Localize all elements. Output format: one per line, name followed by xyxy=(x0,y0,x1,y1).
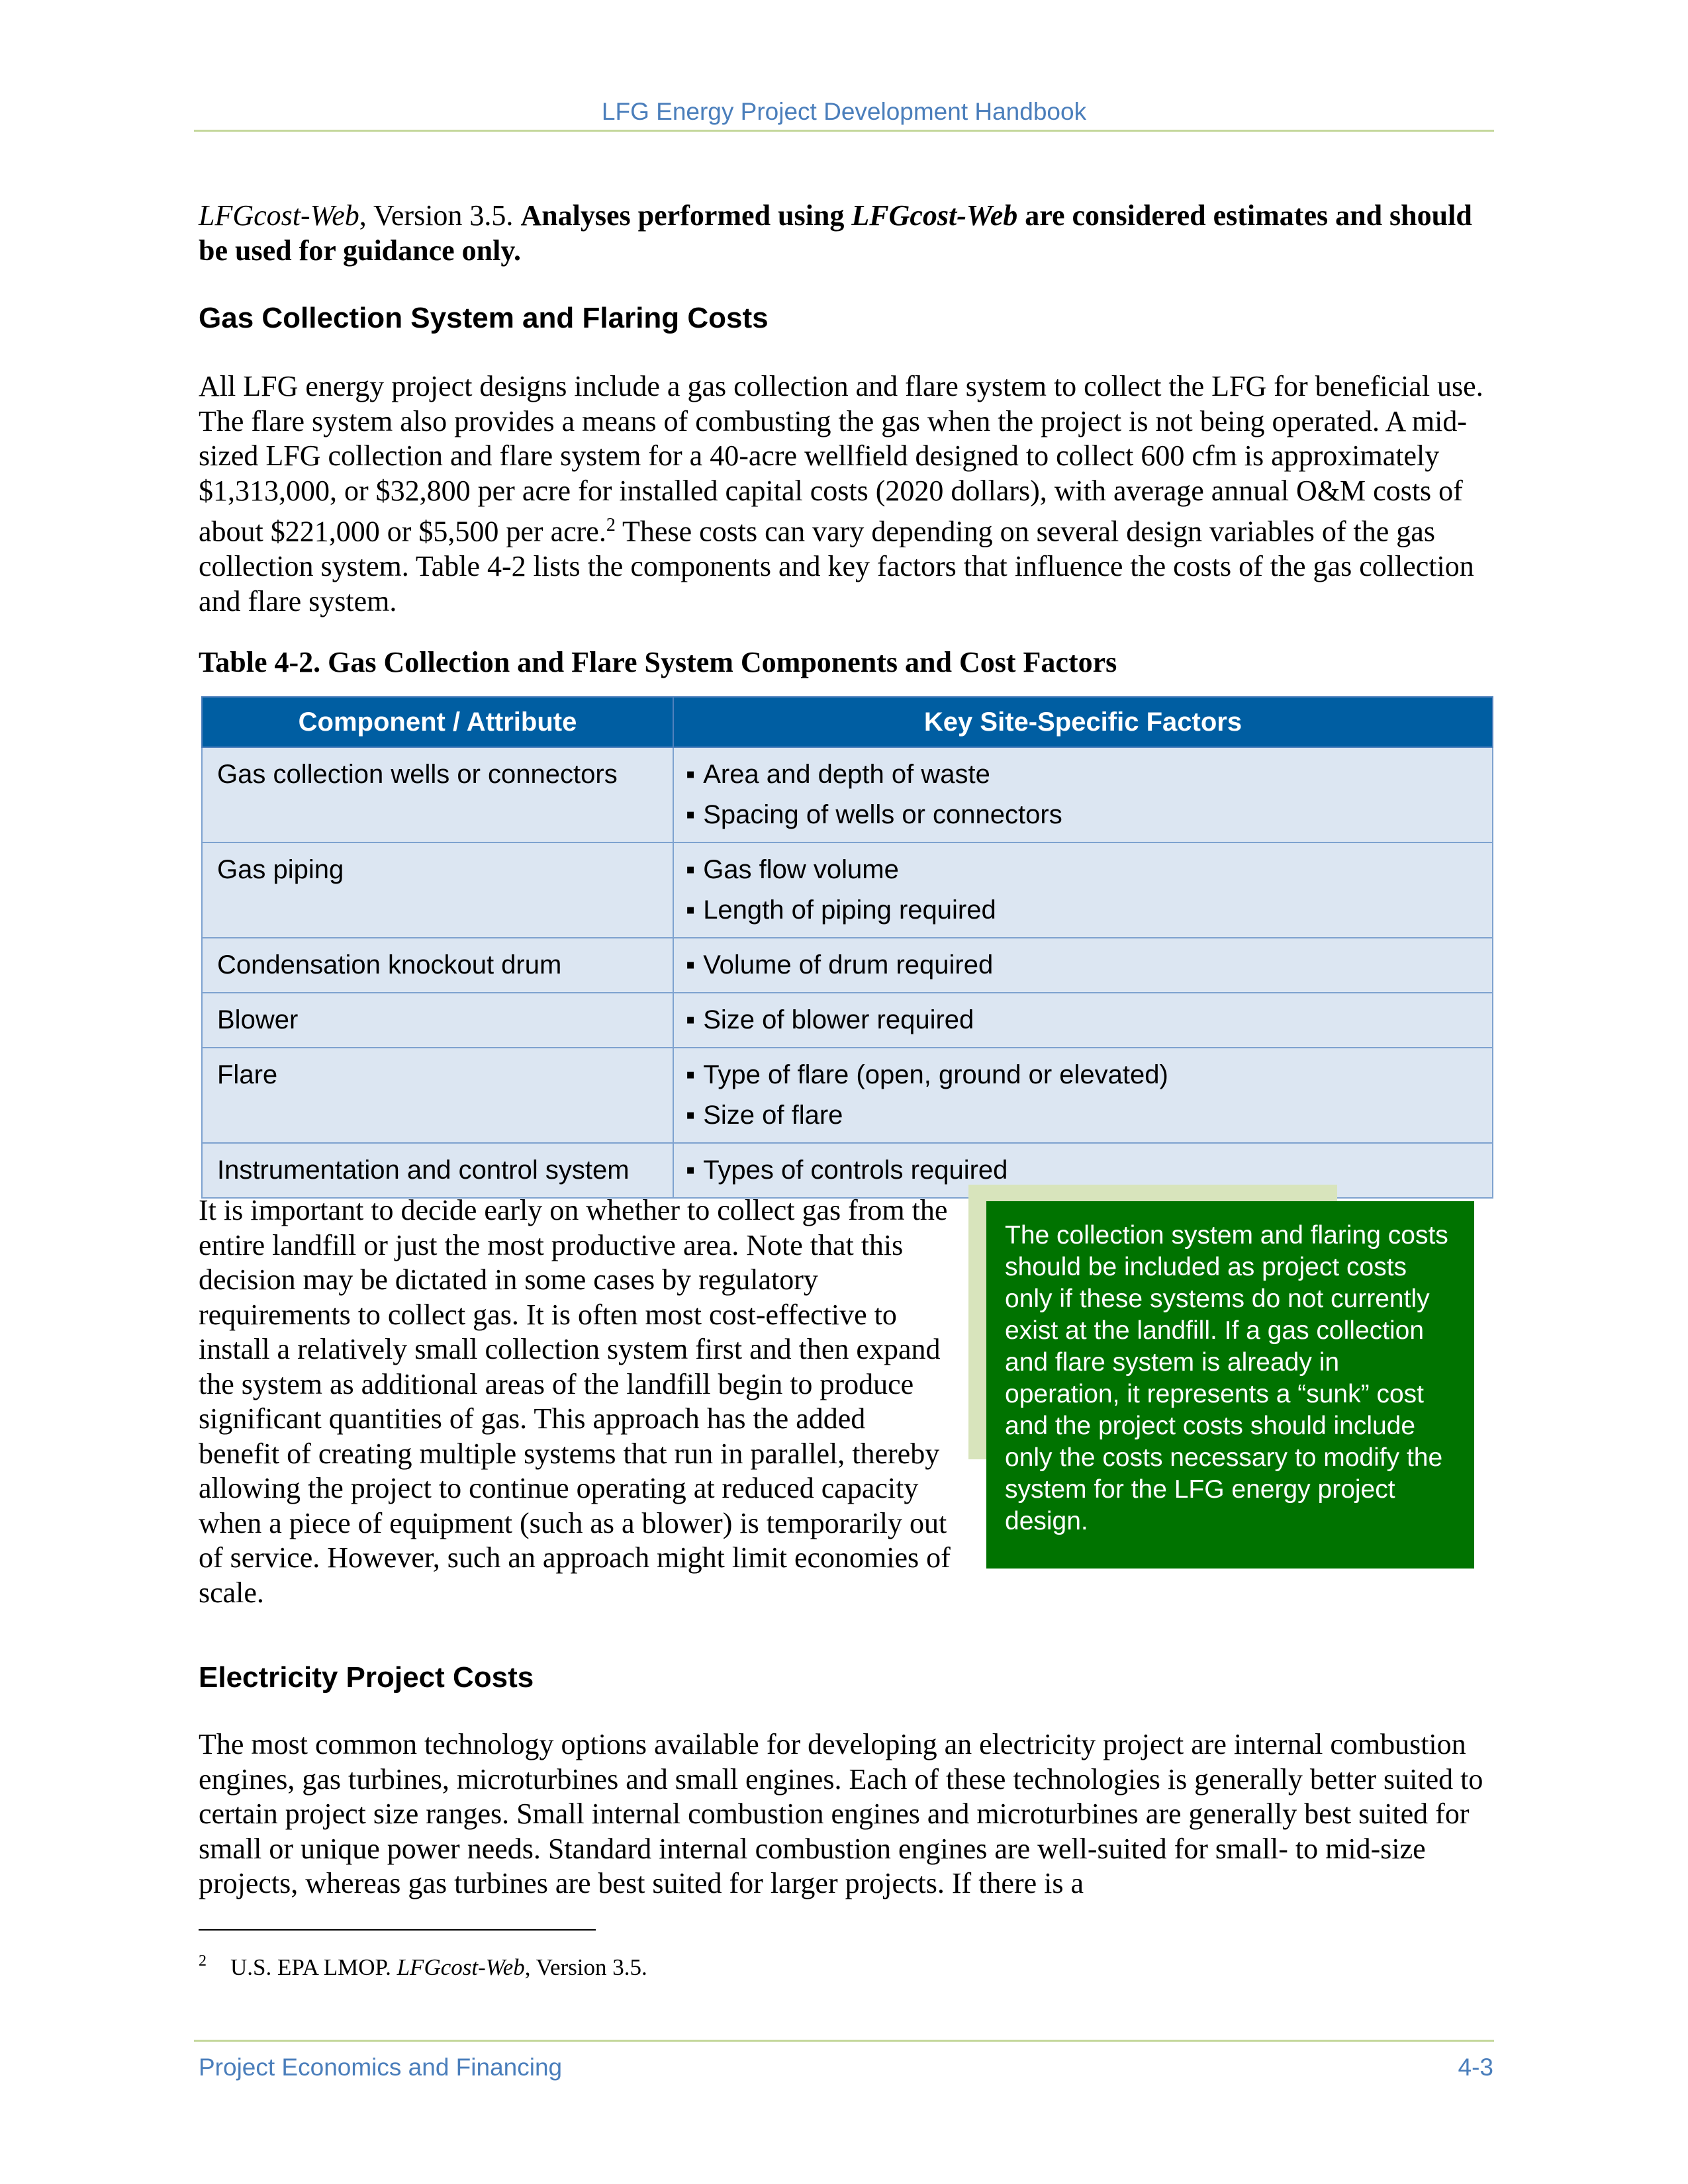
column-header-component: Component / Attribute xyxy=(202,697,673,747)
factors-cell xyxy=(673,938,1493,993)
header-rule xyxy=(194,130,1494,132)
footnote-separator xyxy=(199,1929,596,1931)
table-caption: Table 4-2. Gas Collection and Flare System Components and Cost Factors xyxy=(199,646,1117,678)
intro-paragraph xyxy=(199,199,1496,268)
column-header-factors: Key Site-Specific Factors xyxy=(673,697,1493,747)
intro-version: , Version 3.5. xyxy=(359,199,521,232)
factor-item: ▪ Type of flare (open, ground or elevated) xyxy=(686,1055,1477,1095)
factor-item: ▪ Length of piping required xyxy=(686,890,1477,931)
footnote-number: 2 xyxy=(199,1952,207,1970)
component-cell: Condensation knockout drum xyxy=(202,938,673,993)
factors-cell xyxy=(673,993,1493,1048)
component-cell: Gas piping xyxy=(202,842,673,938)
footer-rule xyxy=(194,2040,1494,2042)
running-header: LFG Energy Project Development Handbook xyxy=(601,98,1087,125)
table-row xyxy=(202,1048,1493,1143)
page-number: 4-3 xyxy=(1458,2054,1493,2081)
factors-cell xyxy=(673,1048,1493,1143)
table-row xyxy=(202,938,1493,993)
collection-strategy-paragraph: It is important to decide early on whether to collect gas from the entire landfill or just the most productive area. Note that this decision may be dictated in some cases by regulatory requirements to collect gas. It is often most cost-effective to install a relatively small collection system first and then expand the system as additional areas of the landfill begin to produce significant quantities of gas. This approach has the added benefit of creating multiple systems that run in parallel, thereby allowing the project to continue operating at reduced capacity when a piece of equipment (such as a blower) is temporarily out of service. However, such an approach might limit economies of scale. xyxy=(199,1194,951,1609)
factor-item: ▪ Area and depth of waste xyxy=(686,754,1477,795)
footnote-reference: 2 xyxy=(606,515,616,535)
electricity-paragraph: The most common technology options available for developing an electricity project are internal combustion engines, gas turbines, microturbines and small engines. Each of these technologies is generally better suited to certain project size ranges. Small internal combustion engines and microturbines are generally best suited for small or unique power needs. Standard internal combustion engines are well-suited for small- to mid-size projects, whereas gas turbines are best suited for larger projects. If there is a xyxy=(199,1728,1483,1899)
factor-item: ▪ Size of blower required xyxy=(686,1000,1477,1040)
table-row xyxy=(202,993,1493,1048)
factors-cell xyxy=(673,747,1493,842)
section-heading-gas-collection: Gas Collection System and Flaring Costs xyxy=(199,302,769,334)
cost-factors-table xyxy=(201,696,1493,1199)
section-heading-electricity: Electricity Project Costs xyxy=(199,1661,534,1694)
factor-item: ▪ Types of controls required xyxy=(686,1150,1477,1191)
factor-item: ▪ Size of flare xyxy=(686,1095,1477,1136)
sunk-cost-callout: The collection system and flaring costs should be included as project costs only if these systems do not currently exist at the landfill. If a gas collection and flare system is already in operation, it represents a “sunk” cost and the project costs should include only the costs necessary to modify the system for the LFG energy project design. xyxy=(986,1201,1474,1569)
component-cell: Flare xyxy=(202,1048,673,1143)
factors-cell xyxy=(673,842,1493,938)
gas-collection-paragraph: All LFG energy project designs include a gas collection and flare system to collect the LFG for beneficial use. The flare system also provides a means of combusting the gas when the project is not being operated. A mid-sized LFG collection and flare system for a 40-acre wellfield designed to collect 600 cfm is approximately $1,313,000, or $32,800 per acre for installed capital costs (2020 dollars), with average annual O&M costs of about $221,000 or $5,500 per acre.$^2$ These costs can vary depending on several design variables of the gas collection system. Table 4-2 lists the components and key factors that influence the costs of the gas collection and flare system. xyxy=(199,370,1483,617)
component-cell: Gas collection wells or connectors xyxy=(202,747,673,842)
component-cell: Instrumentation and control system xyxy=(202,1143,673,1198)
factor-item: ▪ Gas flow volume xyxy=(686,850,1477,890)
intro-bold-lead: Analyses performed using LFGcost-Web are considered estimates and should be used for guidance only. xyxy=(199,199,1472,267)
footnote: $^2$ U.S. EPA LMOP. LFGcost-Web, Version 3.5. xyxy=(199,1952,647,1980)
table-row xyxy=(202,747,1493,842)
factor-item: ▪ Volume of drum required xyxy=(686,945,1477,985)
factor-item: ▪ Spacing of wells or connectors xyxy=(686,795,1477,835)
component-cell: Blower xyxy=(202,993,673,1048)
footer-section-title: Project Economics and Financing xyxy=(199,2054,563,2081)
table-row xyxy=(202,842,1493,938)
intro-tool-name: LFGcost-Web xyxy=(199,199,359,232)
table-header-row xyxy=(202,697,1493,747)
